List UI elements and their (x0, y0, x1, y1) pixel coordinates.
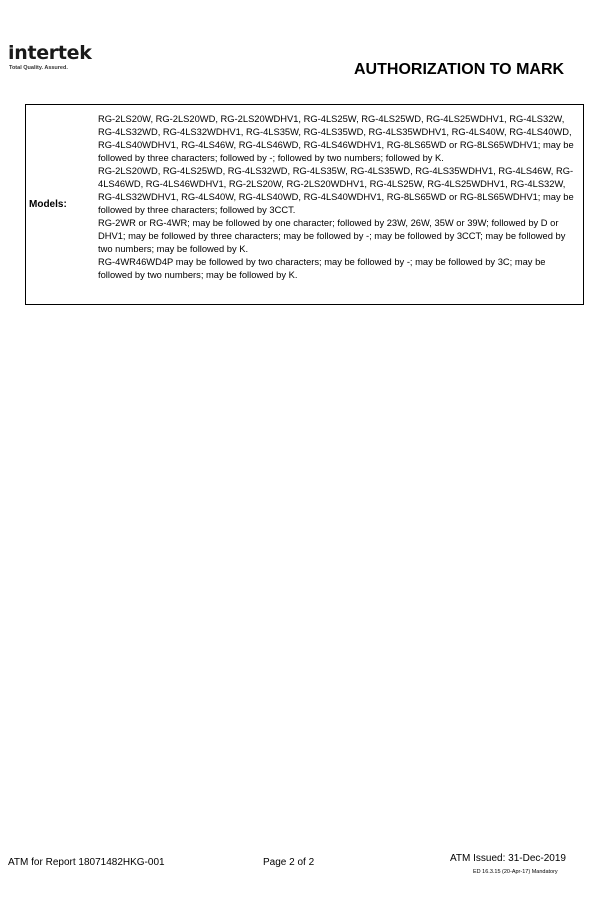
intertek-logo (8, 43, 98, 77)
models-paragraph-2: RG-2LS20WD, RG-4LS25WD, RG-4LS32WD, RG-4LS35W, RG-4LS35WD, RG-4LS35WDHV1, RG-4LS46W, RG-4LS46WD, RG-4LS46WDHV1, RG-2LS20W, RG-2LS20WDHV1, RG-4LS25W, RG-4LS25WDHV1, RG-4LS32W, RG-4LS32WDHV1, RG-4LS40W, RG-4LS40WD, RG-4LS40WDHV1, RG-8LS65WD or RG-8LS65WDHV1; may be followed by three characters; followed by 3CCT. (98, 166, 574, 215)
logo-wordmark: intertek (8, 42, 92, 64)
models-paragraph-1: RG-2LS20W, RG-2LS20WD, RG-2LS20WDHV1, RG-4LS25W, RG-4LS25WD, RG-4LS25WDHV1, RG-4LS32W, RG-4LS32WD, RG-4LS32WDHV1, RG-4LS35W, RG-4LS35WD, RG-4LS35WDHV1, RG-4LS40W, RG-4LS40WD, RG-4LS40WDHV1, RG-4LS46W, RG-4LS46WD, RG-4LS46WDHV1, RG-8LS65WD or RG-8LS65WDHV1; may be followed by three characters; followed by -; followed by two numbers; followed by K. (98, 114, 574, 163)
footer-issued-date: ATM Issued: 31-Dec-2019 (450, 853, 566, 864)
page-title: AUTHORIZATION TO MARK (354, 61, 565, 78)
footer-edition: ED 16.3.15 (20-Apr-17) Mandatory (473, 869, 558, 875)
footer-page-number: Page 2 of 2 (263, 857, 315, 868)
logo-tagline: Total Quality. Assured. (9, 65, 68, 71)
models-paragraph-3: RG-2WR or RG-4WR; may be followed by one character; followed by 23W, 26W, 35W or 39W; followed by D or DHV1; may be followed by three characters; may be followed by -; may be followed by 3CCT; may be followed by two numbers; may be followed by K. (98, 218, 566, 254)
models-table (25, 104, 584, 305)
models-paragraph-4: RG-4WR46WD4P may be followed by two characters; may be followed by -; may be followed by 3C; may be followed by two numbers; may be followed by K. (98, 257, 546, 280)
models-list (98, 113, 581, 282)
footer-report-number: ATM for Report 18071482HKG-001 (8, 857, 165, 868)
models-label: Models: (29, 199, 67, 210)
